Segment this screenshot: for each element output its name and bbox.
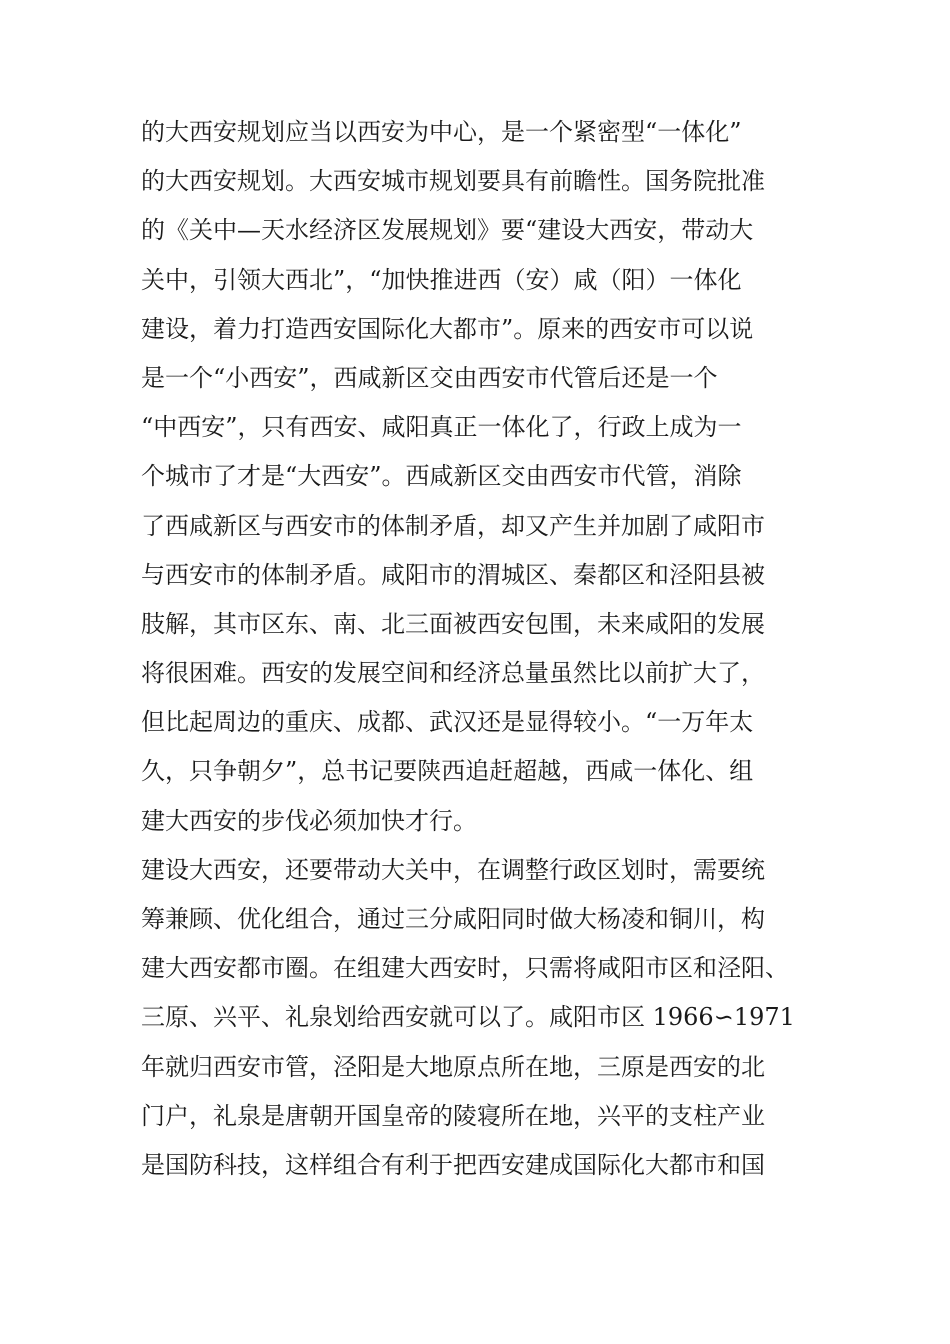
text-line: 了西咸新区与西安市的体制矛盾，却又产生并加剧了咸阳市 (141, 511, 765, 540)
text-line: 是一个“小西安”，西咸新区交由西安市代管后还是一个 (141, 363, 718, 392)
text-line: 但比起周边的重庆、成都、武汉还是显得较小。“一万年太 (141, 708, 754, 737)
paragraph-1 (141, 108, 841, 846)
document-body (141, 108, 841, 1190)
text-line: 将很困难。西安的发展空间和经济总量虽然比以前扩大了， (141, 659, 765, 688)
text-line: 关中，引领大西北”，“加快推进西（安）咸（阳）一体化 (141, 265, 742, 294)
text-line: 门户，礼泉是唐朝开国皇帝的陵寝所在地，兴平的支柱产业 (141, 1101, 765, 1130)
text-line: 与西安市的体制矛盾。咸阳市的渭城区、秦都区和泾阳县被 (141, 560, 765, 589)
text-line: 肢解，其市区东、南、北三面被西安包围，未来咸阳的发展 (141, 609, 765, 638)
text-line: 的大西安规划应当以西安为中心，是一个紧密型“一体化” (141, 118, 742, 146)
text-line: 建设大西安，还要带动大关中，在调整行政区划时，需要统 (141, 855, 765, 884)
text-line: 个城市了才是“大西安”。西咸新区交由西安市代管，消除 (141, 462, 742, 491)
paragraph-2 (141, 846, 841, 1190)
text-line: 的大西安规划。大西安城市规划要具有前瞻性。国务院批准 (141, 167, 765, 196)
text-line: 建大西安的步伐必须加快才行。 (141, 806, 477, 835)
text-line: 筹兼顾、优化组合，通过三分咸阳同时做大杨凌和铜川，构 (141, 905, 765, 933)
text-line: “中西安”，只有西安、咸阳真正一体化了，行政上成为一 (141, 413, 742, 442)
text-line: 三原、兴平、礼泉划给西安就可以了。咸阳市区 1966∽1971 (141, 1003, 795, 1032)
text-line: 久，只争朝夕”，总书记要陕西追赶超越，西咸一体化、组 (141, 757, 754, 786)
text-line: 年就归西安市管，泾阳是大地原点所在地，三原是西安的北 (141, 1052, 765, 1081)
text-line: 的《关中—天水经济区发展规划》要“建设大西安，带动大 (141, 216, 754, 245)
text-line: 建设，着力打造西安国际化大都市”。原来的西安市可以说 (141, 314, 754, 343)
text-line: 建大西安都市圈。在组建大西安时，只需将咸阳市区和泾阳、 (141, 954, 789, 983)
text-line: 是国防科技，这样组合有利于把西安建成国际化大都市和国 (141, 1150, 765, 1179)
